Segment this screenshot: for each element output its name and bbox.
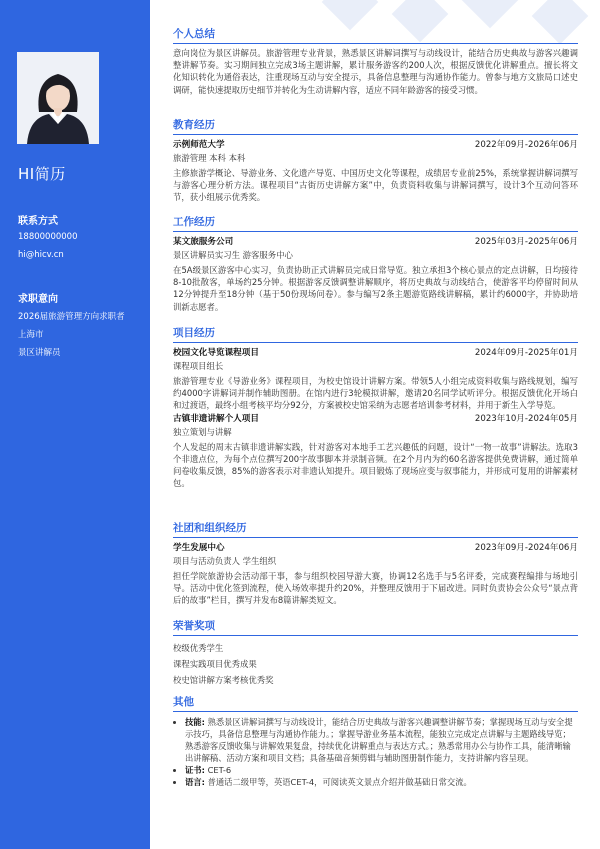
- project-name: 古镇非遗讲解个人项目: [173, 413, 259, 424]
- summary-text: 意向岗位为景区讲解员。旅游管理专业背景，熟悉景区讲解词撰写与动线设计，能结合历史典故与游客兴趣调整讲解节奏。实习期间独立完成3场主题讲解，累计服务游客约200人次，根据反馈优化讲解重点。擅长将文化知识转化为通俗表达，注重现场互动与安全提示，具备信息整理与沟通协作能力。曾参与地方文旅局口述史调研，能快速提取历史细节并转化为生动讲解内容，适应不同年龄游客的接受习惯。: [173, 48, 578, 95]
- intent-heading: 求职意向: [18, 294, 58, 305]
- section-heading: 教育经历: [173, 117, 578, 135]
- section-heading: 工作经历: [173, 214, 578, 232]
- decor-shape: [462, 0, 519, 28]
- work-role: 景区讲解员实习生 游客服务中心: [173, 250, 293, 260]
- awards-section: [173, 618, 578, 688]
- education-major: 旅游管理 本科 本科: [173, 153, 246, 163]
- campus-desc: 担任学院旅游协会活动部干事，参与组织校园导游大赛，协调12名选手与5名评委，完成赛程编排与场地引导。活动中优化签到流程，使入场效率提升约20%，并整理反馈用于下届改进。同时负责协会公众号“景点背后的故事”栏目，撰写并发布8篇讲解类短文。: [173, 571, 578, 606]
- sidebar: [0, 0, 150, 849]
- work-row: [173, 236, 578, 249]
- section-heading: 项目经历: [173, 325, 578, 343]
- campus-section: [173, 520, 578, 607]
- phone-text: 18800000000: [18, 232, 78, 242]
- project-date: 2024年09月-2025年01月: [474, 348, 578, 358]
- education-section: [173, 117, 578, 204]
- work-section: [173, 214, 578, 313]
- intent-role: 2026届旅游管理方向求职者: [18, 312, 125, 322]
- other-item: [185, 716, 578, 764]
- education-date: 2022年09月-2026年06月: [474, 140, 578, 150]
- project-desc: 旅游管理专业《导游业务》课程项目，为校史馆设计讲解方案。带领5人小组完成资料收集与路线规划，编写约4000字讲解词并制作辅助图册。在馆内进行3轮模拟讲解，邀请20名同学试听评分。根据反馈优化开场白和过渡语，最终小组考核平均分92分，方案被校史馆采纳为志愿者培训参考材料，并用于新生入学导览。: [173, 376, 578, 411]
- org-name: 学生发展中心: [173, 543, 225, 553]
- other-text: CET-6: [207, 765, 232, 775]
- section-heading: 其他: [173, 694, 578, 712]
- other-text: 熟悉景区讲解词撰写与动线设计，能结合历史典故与游客兴趣调整讲解节奏；掌握现场互动与安全提示技巧，具备信息整理与沟通协作能力。；掌握导游业务基本流程，能独立完成定点讲解与主题路线导览；熟悉游客反馈收集与讲解效果复盘，持续优化讲解重点与表达方式。；熟悉常用办公与协作工具，能清晰输出讲解稿、活动方案和项目文档；具备基础音频剪辑与辅助图册制作能力，支持讲解内容呈现。: [185, 717, 573, 763]
- project-name: 校园文化导览课程项目: [173, 348, 259, 358]
- projects-section: [173, 325, 578, 489]
- other-item: [185, 764, 578, 776]
- other-text: 普通话二级甲等，英语CET-4，可阅读英文景点介绍并做基础日常交流。: [207, 777, 472, 787]
- avatar: [17, 52, 99, 144]
- award-item: 校级优秀学生: [173, 643, 224, 653]
- education-row: [173, 139, 578, 152]
- other-label: 证书:: [185, 765, 205, 775]
- intent-job: 景区讲解员: [18, 348, 61, 358]
- other-label: 语言:: [185, 777, 205, 787]
- award-item: 课程实践项目优秀成果: [173, 659, 257, 669]
- work-date: 2025年03月-2025年06月: [474, 237, 578, 247]
- project-date: 2023年10月-2024年05月: [474, 413, 578, 424]
- project-row: [173, 347, 578, 360]
- email-text: hi@hicv.cn: [18, 250, 64, 260]
- company-name: 某文旅服务公司: [173, 237, 234, 247]
- campus-row: [173, 542, 578, 555]
- other-label: 技能:: [185, 717, 205, 727]
- section-heading: 荣誉奖项: [173, 618, 578, 636]
- award-item: 校史馆讲解方案考核优秀奖: [173, 675, 274, 685]
- project-row: [173, 413, 578, 426]
- education-desc: 主修旅游学概论、导游业务、文化遗产导览、中国历史文化等课程，成绩居专业前25%，系统掌握讲解词撰写与游客心理分析方法。课程项目“古街历史讲解方案”中，负责资料收集与讲解词撰写，设计3个互动问答环节，获小组展示优秀奖。: [173, 168, 578, 203]
- other-list: [173, 716, 578, 788]
- campus-date: 2023年09月-2024年06月: [474, 543, 578, 553]
- campus-role: 项目与活动负责人 学生组织: [173, 556, 277, 566]
- work-desc: 在5A级景区游客中心实习，负责协助正式讲解员完成日常导览。独立承担3个核心景点的定点讲解，日均接待8-10批散客，单场约25分钟。根据游客反馈调整讲解顺序，将历史典故与动线结合，使游客平均停留时间从12分钟提升至18分钟（基于50份现场问卷）。参与编写2条主题游览路线讲解稿，累计约6000字，并协助培训新志愿者。: [173, 265, 578, 312]
- other-item: [185, 776, 578, 788]
- summary-section: [173, 26, 578, 96]
- school-name: 示例师范大学: [173, 140, 225, 150]
- other-section: [173, 694, 578, 788]
- intent-city: 上海市: [18, 330, 44, 340]
- project-role: 独立策划与讲解: [173, 426, 232, 437]
- project-role: 课程项目组长: [173, 361, 224, 371]
- brand-title: HI简历: [18, 165, 66, 183]
- section-heading: 个人总结: [173, 26, 578, 44]
- contact-heading: 联系方式: [18, 216, 58, 227]
- section-heading: 社团和组织经历: [173, 520, 578, 538]
- project-desc: 个人发起的周末古镇非遗讲解实践，针对游客对本地手工艺兴趣低的问题，设计“一物一故事”讲解法。选取3个非遗点位，为每个点位撰写200字故事脚本并录制音频。在2个月内为约60名游客提供免费讲解，通过简单问卷收集反馈，85%的游客表示对非遗认知提升。项目锻炼了现场应变与叙事能力，并形成可复用的讲解素材包。: [173, 441, 578, 489]
